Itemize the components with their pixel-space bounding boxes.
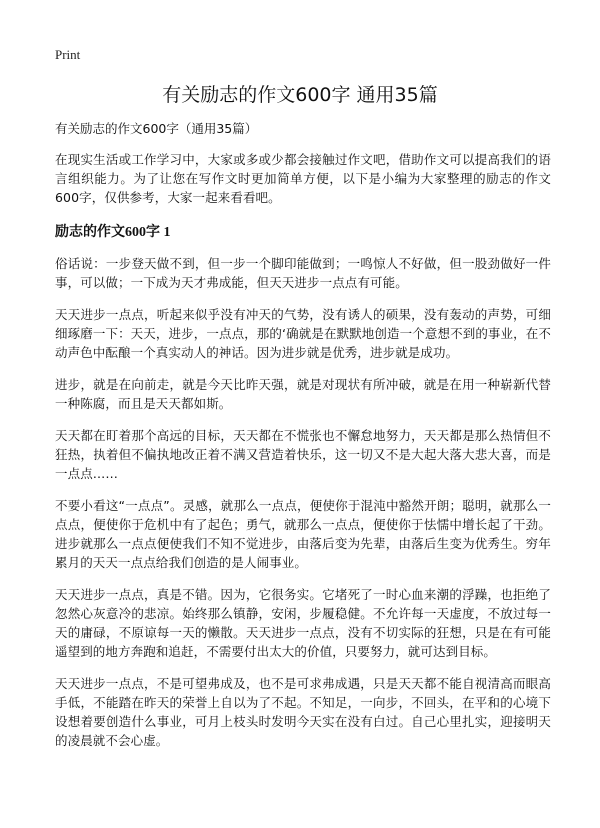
- body-paragraph: 天天都在盯着那个高远的目标，天天都在不慌张也不懈怠地努力，天天都是那么热情但不狂热，执着但不偏执地改正着不满又营造着快乐，这一切又不是大起大落大悲大喜，而是一点点……: [55, 428, 551, 481]
- document-title: 有关励志的作文600字 通用35篇: [162, 84, 438, 106]
- body-paragraph: 天天进步一点点，真是不错。因为，它很务实。它堵死了一时心血来潮的浮躁，也拒绝了忽然心灰意冷的悲凉。始终那么镇静，安闲，步履稳健。不允许每一天虚度，不放过每一天的庸碌，不原谅每一天的懒散。天天进步一点点，没有不切实际的狂想，只是在有可能遥望到的地方奔跑和追赶，不需要付出太大的价值，只要努力，就可达到目标。: [55, 587, 551, 659]
- body-paragraph: 天天进步一点点，听起来似乎没有冲天的气势，没有诱人的硕果，没有轰动的声势，可细细琢磨一下：天天，进步，一点点，那的‘确就是在默默地创造一个意想不到的事业，在不动声色中酝酿一个真实动人的神话。因为进步就是优秀，进步就是成功。: [55, 307, 551, 360]
- document-body: [55, 120, 551, 763]
- body-paragraph: 不要小看这“一点点”。灵感，就那么一点点，便使你于混沌中豁然开朗；聪明，就那么一点点，便使你于危机中有了起色；勇气，就那么一点点，便使你于怯懦中增长起了干劲。进步就那么一点点便使我们不知不觉进步，由落后变为先辈，由落后生变为优秀生。穷年累月的天天一点点给我们创造的是人闹事业。: [55, 498, 551, 570]
- print-link[interactable]: Print: [55, 47, 81, 62]
- body-paragraph: 俗话说：一步登天做不到，但一步一个脚印能做到；一鸣惊人不好做，但一股劲做好一件事，可以做；一下成为天才弗成能，但天天进步一点点有可能。: [55, 256, 551, 290]
- section-heading: 励志的作文600字 1: [55, 225, 171, 240]
- document-subtitle: 有关励志的作文600字（通用35篇）: [55, 121, 258, 136]
- body-paragraph: 进步，就是在向前走，就是今天比昨天强，就是对现状有所冲破，就是在用一种崭新代替一种陈腐，而且是天天都如斯。: [55, 377, 551, 411]
- intro-paragraph: 在现实生活或工作学习中，大家或多或少都会接触过作文吧，借助作文可以提高我们的语言组织能力。为了让您在写作文时更加简单方便，以下是小编为大家整理的励志的作文600字，仅供参考，大家一起来看看吧。: [55, 152, 551, 205]
- body-paragraph: 天天进步一点点，不是可望弗成及，也不是可求弗成遇，只是天天都不能自视清高而眼高手低，不能踏在昨天的荣誉上自以为了不起。不知足，一向步，不回头，在平和的心境下设想着要创造什么事业，可月上枝头时发明今天实在没有白过。自己心里扎实，迎接明天的凌晨就不会心虚。: [55, 676, 551, 748]
